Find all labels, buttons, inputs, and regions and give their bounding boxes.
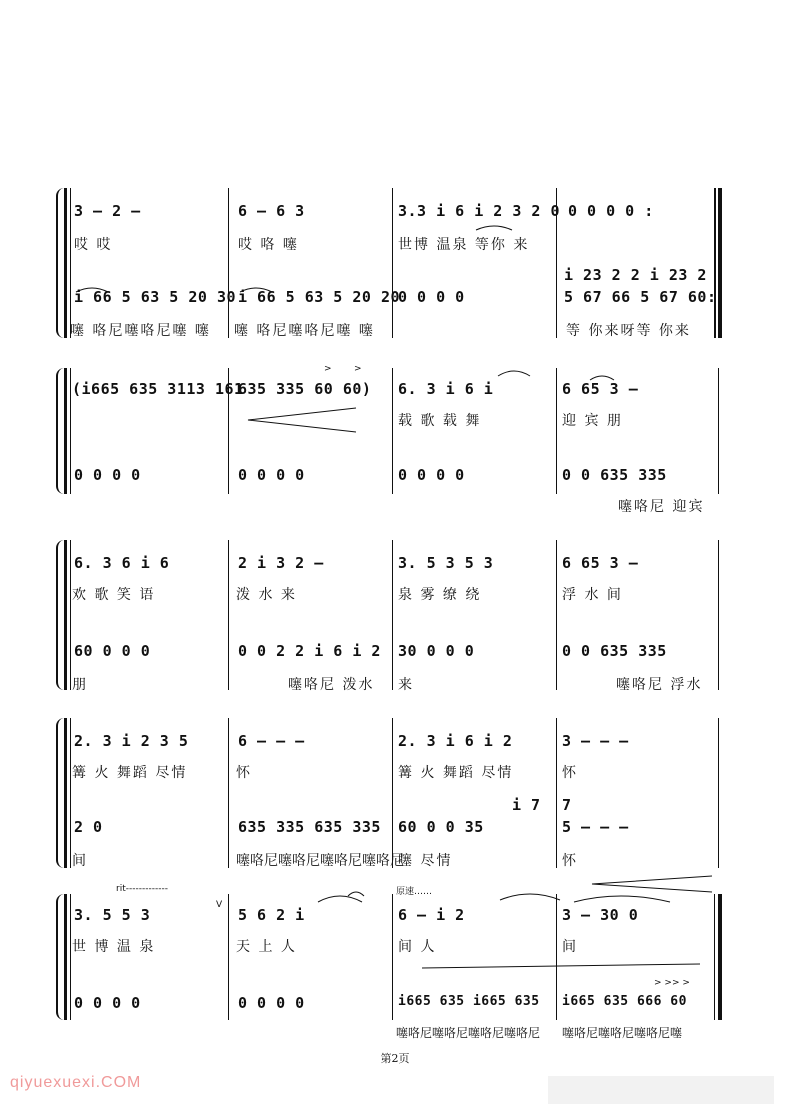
page-number: 第2页: [380, 1052, 410, 1065]
upper-lyrics: 浮 水 间: [562, 587, 623, 603]
watermark-box: [548, 1076, 774, 1104]
lower-notes: 0 0 0 0: [238, 994, 305, 1012]
slur: [574, 896, 670, 902]
lower-lyrics: 等 你来呀等 你来: [566, 323, 691, 339]
lower-lyrics: 噻 咯尼噻咯尼噻 噻: [70, 323, 211, 339]
upper-notes: 6 65 3 –: [562, 554, 639, 572]
breath-mark: V: [216, 900, 223, 910]
upper-lyrics: 世博 温泉 等你 来: [398, 237, 530, 253]
upper-lyrics: 篝 火 舞蹈 尽情: [72, 765, 188, 781]
lower-harmony-notes: 7: [562, 796, 572, 814]
decrescendo-hairpin: [248, 408, 356, 432]
lower-lyrics: 朋: [72, 677, 88, 693]
upper-notes: 6. 3 6 i 6: [74, 554, 170, 572]
upper-notes: 3 – 30 0: [562, 906, 639, 924]
lower-notes: 5 – – –: [562, 818, 629, 836]
lower-notes: 30 0 0 0: [398, 642, 475, 660]
upper-notes: 6. 3 i 6 i: [398, 380, 494, 398]
accent-mark: >: [324, 364, 332, 374]
accent-marks: > >> >: [654, 978, 690, 988]
slur: [500, 894, 560, 900]
slur: [476, 226, 512, 230]
lower-notes: 635 335 635 335: [238, 818, 381, 836]
upper-lyrics: 世 博 温 泉: [72, 939, 156, 955]
lower-harmony-notes: i 23 2 2 i 23 2: [564, 266, 707, 284]
lower-notes: 0 0 0 0: [398, 466, 465, 484]
fermata: [348, 892, 364, 896]
lower-lyrics: 噻咯尼噻咯尼噻咯尼噻咯尼: [396, 1026, 541, 1040]
lower-notes: i 66 5 63 5 20 30: [74, 288, 237, 306]
upper-lyrics: 间 人: [398, 939, 437, 955]
lower-notes: 60 0 0 35: [398, 818, 484, 836]
lower-notes: 0 0 0 0: [398, 288, 465, 306]
lower-harmony-notes: i 7: [512, 796, 541, 814]
ritardando-marking: rit-------------: [116, 884, 168, 894]
lower-notes: i665 635 666 60: [562, 994, 687, 1009]
slur: [76, 288, 108, 292]
lower-lyrics: 噻咯尼噻咯尼噻咯尼噻: [562, 1026, 683, 1040]
lower-lyrics: 噻 咯尼噻咯尼噻 噻: [234, 323, 375, 339]
upper-notes: 2. 3 i 6 i 2: [398, 732, 513, 750]
upper-lyrics: 哎 哎: [74, 237, 113, 253]
upper-lyrics: 怀: [562, 765, 578, 781]
upper-lyrics: 欢 歌 笑 语: [72, 587, 156, 603]
lower-lyrics: 间: [72, 853, 88, 869]
site-watermark: qiyuexuexi.COM: [10, 1074, 142, 1091]
upper-notes: 3. 5 5 3: [74, 906, 151, 924]
upper-lyrics: 天 上 人: [236, 939, 297, 955]
slur: [498, 371, 530, 376]
slur: [318, 896, 362, 902]
crescendo-hairpin: [592, 876, 712, 892]
slur: [590, 376, 614, 380]
lower-lyrics: 噻咯尼 泼水: [288, 677, 375, 693]
upper-lyrics: 迎 宾 朋: [562, 413, 623, 429]
lower-notes: 0 0 635 335: [562, 466, 667, 484]
upper-notes: 0 0 0 0 :: [568, 202, 654, 220]
upper-notes: 635 335 60 60): [238, 380, 372, 398]
upper-lyrics: 泼 水 来: [236, 587, 297, 603]
upper-notes: (i665 635 3113 161: [72, 380, 244, 398]
lower-lyrics: 噻咯尼 浮水: [616, 677, 703, 693]
upper-notes: 2. 3 i 2 3 5: [74, 732, 189, 750]
upper-lyrics: 哎 咯 噻: [238, 237, 299, 253]
lower-lyrics: 噻咯尼 迎宾: [618, 499, 705, 515]
lower-notes: 2 0: [74, 818, 103, 836]
lower-notes: 60 0 0 0: [74, 642, 151, 660]
lower-notes: i 66 5 63 5 20 20: [238, 288, 401, 306]
upper-notes: 5 6 2 i: [238, 906, 305, 924]
upper-notes: 6 – 6 3: [238, 202, 305, 220]
upper-notes: 6 – i 2: [398, 906, 465, 924]
lower-notes: 0 0 0 0: [74, 466, 141, 484]
lower-notes: 0 0 635 335: [562, 642, 667, 660]
accent-mark: >: [354, 364, 362, 374]
lower-notes: 0 0 2 2 i 6 i 2: [238, 642, 381, 660]
lower-lyrics: 噻咯尼噻咯尼噻咯尼噻咯尼: [236, 853, 404, 869]
decrescendo-hairpin: [422, 964, 700, 968]
lower-lyrics: 来: [398, 677, 414, 693]
lower-lyrics: 噻 尽情: [398, 853, 453, 869]
upper-notes: 3. 5 3 5 3: [398, 554, 494, 572]
upper-lyrics: 泉 雾 缭 绕: [398, 587, 482, 603]
upper-notes: 2 i 3 2 –: [238, 554, 324, 572]
a-tempo-marking: 原速……: [396, 887, 433, 897]
lower-notes: 5 67 66 5 67 60:: [564, 288, 717, 306]
upper-notes: 6 – – –: [238, 732, 305, 750]
upper-notes: 3.3 i 6 i 2 3 2 0: [398, 202, 561, 220]
upper-notes: 3 – 2 –: [74, 202, 141, 220]
upper-lyrics: 间: [562, 939, 578, 955]
lower-notes: 0 0 0 0: [238, 466, 305, 484]
upper-lyrics: 怀: [236, 765, 252, 781]
slur: [240, 288, 272, 292]
upper-notes: 6 65 3 –: [562, 380, 639, 398]
lower-lyrics: 怀: [562, 853, 578, 869]
lower-notes: 0 0 0 0: [74, 994, 141, 1012]
upper-lyrics: 载 歌 载 舞: [398, 413, 482, 429]
upper-notes: 3 – – –: [562, 732, 629, 750]
lower-notes: i665 635 i665 635: [398, 994, 540, 1009]
upper-lyrics: 篝 火 舞蹈 尽情: [398, 765, 514, 781]
